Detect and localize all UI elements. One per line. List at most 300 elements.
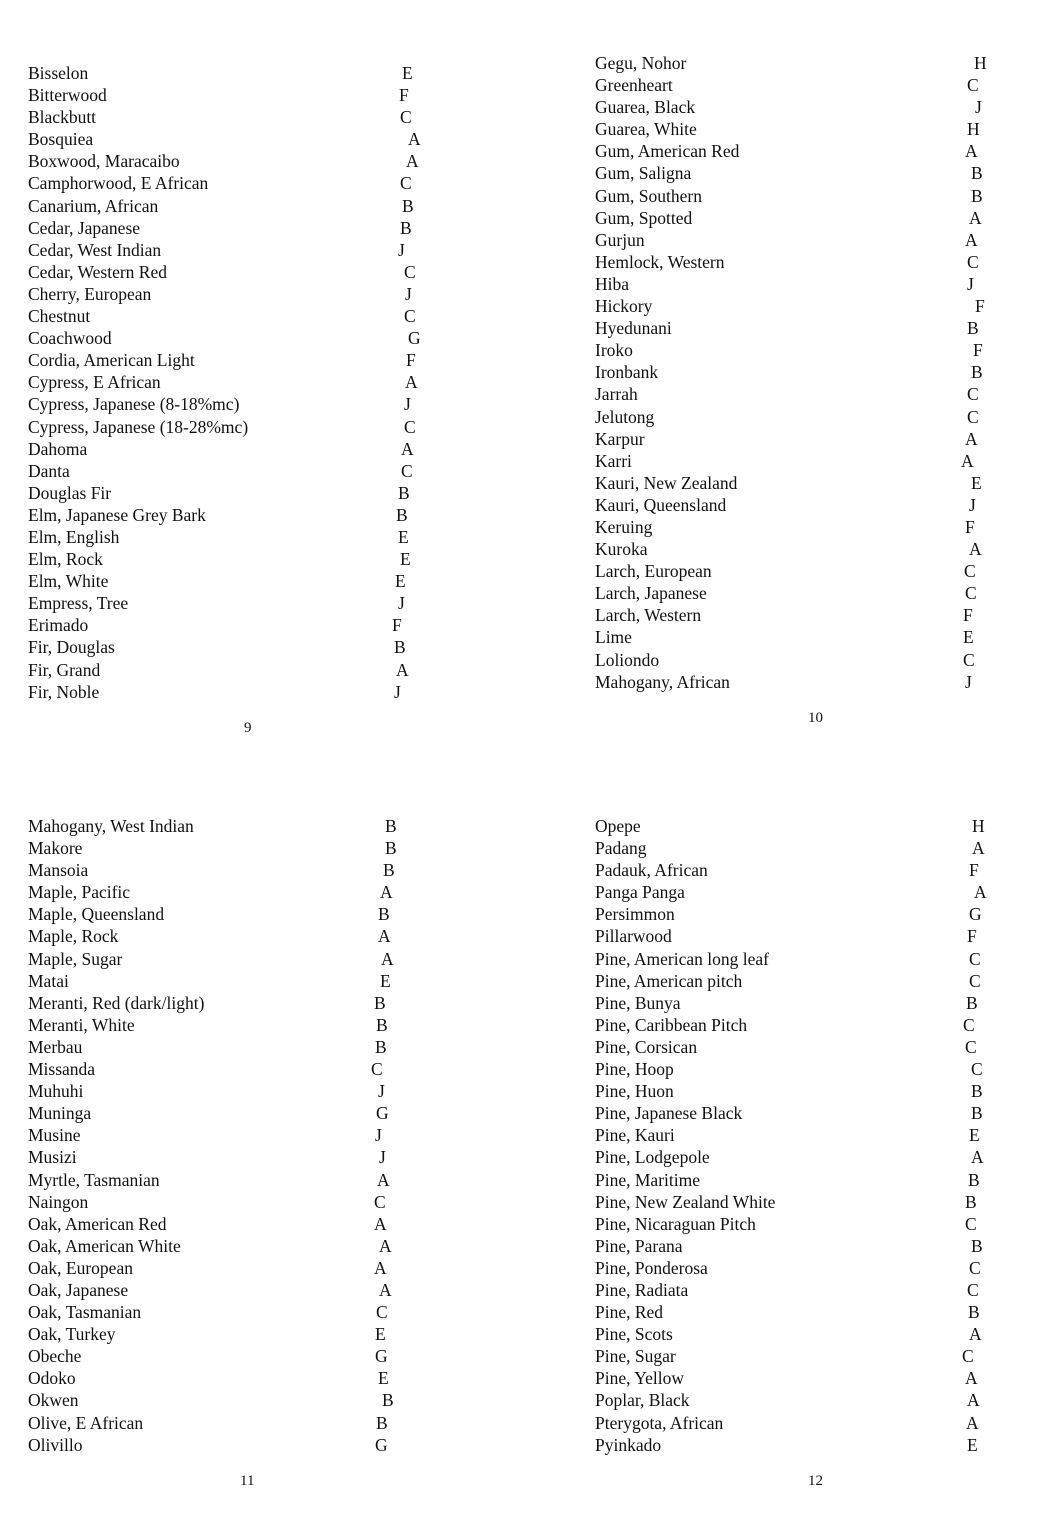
grade-code: B <box>965 1191 977 1212</box>
list-item <box>595 96 995 118</box>
list-item <box>28 570 428 592</box>
grade-code: H <box>974 53 987 73</box>
timber-name: Pyinkado <box>595 1434 662 1455</box>
list-item <box>595 538 995 560</box>
grade-code: E <box>971 472 982 493</box>
timber-name: Maple, Queensland <box>28 904 165 925</box>
timber-name: Larch, European <box>595 561 712 582</box>
grade-code: A <box>380 882 393 903</box>
grade-code: A <box>377 1169 390 1190</box>
grade-code: H <box>967 119 980 140</box>
grade-code: H <box>972 816 985 836</box>
grade-code: A <box>965 141 978 162</box>
timber-name: Danta <box>28 460 70 481</box>
list-item <box>28 349 428 371</box>
grade-code: A <box>966 1412 979 1433</box>
list-item <box>595 970 995 992</box>
list-item <box>595 361 995 383</box>
grade-code: A <box>969 1324 982 1345</box>
timber-name: Pine, Hoop <box>595 1059 674 1080</box>
grade-code: B <box>971 1235 983 1256</box>
grade-code: B <box>394 637 406 658</box>
grade-code: A <box>972 838 985 859</box>
timber-name: Meranti, White <box>28 1014 135 1035</box>
timber-name: Douglas Fir <box>28 482 112 503</box>
timber-name: Pine, Kauri <box>595 1125 675 1146</box>
list-item <box>595 185 995 207</box>
timber-name: Padang <box>595 838 647 859</box>
list-item <box>595 162 995 184</box>
grade-code: A <box>406 151 419 172</box>
list-item <box>28 305 428 327</box>
timber-name: Keruing <box>595 516 653 537</box>
grade-code: F <box>963 605 973 626</box>
grade-code: C <box>965 583 977 604</box>
list-item <box>28 1257 428 1279</box>
grade-code: B <box>385 816 397 836</box>
timber-name: Merbau <box>28 1036 83 1057</box>
grade-code: J <box>375 1125 382 1146</box>
list-item <box>595 295 995 317</box>
timber-name: Olivillo <box>28 1434 83 1455</box>
grade-code: C <box>374 1191 386 1212</box>
grade-code: G <box>376 1103 389 1124</box>
list-item <box>28 948 428 970</box>
timber-name: Maple, Pacific <box>28 882 131 903</box>
list-item <box>595 516 995 538</box>
grade-code: C <box>965 1036 977 1057</box>
list-item <box>28 636 428 658</box>
grade-code: B <box>971 163 983 184</box>
timber-name: Pillarwood <box>595 926 672 947</box>
page-number-12: 12 <box>808 1473 823 1489</box>
timber-name: Persimmon <box>595 904 675 925</box>
timber-name: Meranti, Red (dark/light) <box>28 992 205 1013</box>
list-item <box>595 560 995 582</box>
list-item <box>595 52 995 74</box>
timber-name: Elm, Rock <box>28 549 103 570</box>
page-number-10: 10 <box>808 710 823 726</box>
list-item <box>595 837 995 859</box>
list-item <box>28 438 428 460</box>
grade-code: C <box>371 1059 383 1080</box>
grade-code: A <box>961 450 974 471</box>
list-item <box>595 1235 995 1257</box>
list-item <box>28 859 428 881</box>
grade-code: A <box>965 428 978 449</box>
grade-code: A <box>965 1368 978 1389</box>
list-item <box>28 837 428 859</box>
timber-name: Oak, American White <box>28 1235 181 1256</box>
timber-name: Matai <box>28 970 69 991</box>
grade-code: C <box>967 1279 979 1300</box>
timber-name: Bosquiea <box>28 129 94 150</box>
list-item <box>28 1191 428 1213</box>
grade-code: B <box>374 992 386 1013</box>
timber-name: Elm, White <box>28 571 109 592</box>
grade-code: B <box>968 1169 980 1190</box>
list-item <box>595 207 995 229</box>
grade-code: B <box>383 860 395 881</box>
list-item <box>28 1412 428 1434</box>
grade-code: E <box>963 627 974 648</box>
list-item <box>595 1124 995 1146</box>
timber-name: Pine, Yellow <box>595 1368 684 1389</box>
list-item <box>595 273 995 295</box>
grade-code: B <box>396 504 408 525</box>
grade-code: A <box>379 1279 392 1300</box>
timber-name: Blackbutt <box>28 107 97 128</box>
timber-name: Fir, Grand <box>28 659 101 680</box>
timber-name: Muninga <box>28 1103 92 1124</box>
timber-name: Gum, Saligna <box>595 163 692 184</box>
grade-code: B <box>375 1036 387 1057</box>
list-item <box>28 371 428 393</box>
grade-code: C <box>963 649 975 670</box>
grade-code: A <box>401 438 414 459</box>
list-item <box>28 327 428 349</box>
grade-code: C <box>967 75 979 96</box>
list-item <box>28 992 428 1014</box>
grade-code: J <box>394 681 401 702</box>
timber-name: Oak, American Red <box>28 1213 167 1234</box>
list-item <box>595 1102 995 1124</box>
timber-name: Opepe <box>595 816 641 836</box>
list-item <box>595 118 995 140</box>
grade-code: C <box>967 406 979 427</box>
grade-code: E <box>969 1125 980 1146</box>
grade-code: J <box>379 1147 386 1168</box>
grade-code: J <box>404 394 411 415</box>
timber-name: Pine, Bunya <box>595 992 681 1013</box>
timber-name: Iroko <box>595 340 633 361</box>
list-item <box>595 1301 995 1323</box>
list-item <box>28 1036 428 1058</box>
grade-code: A <box>396 659 409 680</box>
list-item <box>595 317 995 339</box>
timber-name: Pine, Sugar <box>595 1346 676 1367</box>
grade-code: B <box>385 838 397 859</box>
list-item <box>595 1058 995 1080</box>
list-item <box>28 84 428 106</box>
list-item <box>595 1257 995 1279</box>
page-11-list <box>28 815 428 1456</box>
timber-name: Cedar, Western Red <box>28 261 167 282</box>
grade-code: C <box>963 1014 975 1035</box>
list-item <box>28 659 428 681</box>
list-item <box>28 1058 428 1080</box>
list-item <box>595 1389 995 1411</box>
grade-code: C <box>969 970 981 991</box>
grade-code: C <box>400 107 412 128</box>
timber-name: Poplar, Black <box>595 1390 690 1411</box>
timber-name: Oak, Japanese <box>28 1279 129 1300</box>
grade-code: J <box>405 283 412 304</box>
timber-name: Gum, American Red <box>595 141 740 162</box>
grade-code: E <box>375 1324 386 1345</box>
timber-name: Obeche <box>28 1346 82 1367</box>
list-item <box>595 383 995 405</box>
grade-code: J <box>967 273 974 294</box>
list-item <box>595 859 995 881</box>
timber-name: Kauri, New Zealand <box>595 472 738 493</box>
list-item <box>28 925 428 947</box>
timber-name: Maple, Sugar <box>28 948 123 969</box>
timber-name: Odoko <box>28 1368 76 1389</box>
timber-name: Hickory <box>595 296 653 317</box>
grade-code: B <box>966 992 978 1013</box>
list-item <box>595 881 995 903</box>
list-item <box>28 614 428 636</box>
list-item <box>595 1014 995 1036</box>
grade-code: B <box>400 217 412 238</box>
list-item <box>595 604 995 626</box>
list-item <box>28 1124 428 1146</box>
grade-code: C <box>376 1302 388 1323</box>
grade-code: A <box>378 926 391 947</box>
timber-name: Oak, European <box>28 1257 133 1278</box>
grade-code: A <box>974 882 987 903</box>
list-item <box>28 526 428 548</box>
grade-code: F <box>969 860 979 881</box>
timber-name: Greenheart <box>595 75 673 96</box>
grade-code: A <box>381 948 394 969</box>
grade-code: B <box>382 1390 394 1411</box>
timber-name: Okwen <box>28 1390 79 1411</box>
grade-code: F <box>973 340 983 361</box>
page-9-list <box>28 62 428 703</box>
list-item <box>28 1014 428 1036</box>
timber-name: Pine, New Zealand White <box>595 1191 776 1212</box>
grade-code: B <box>376 1412 388 1433</box>
grade-code: C <box>964 561 976 582</box>
list-item <box>28 460 428 482</box>
grade-code: A <box>965 229 978 250</box>
list-item <box>28 815 428 837</box>
list-item <box>595 251 995 273</box>
list-item <box>28 393 428 415</box>
list-item <box>28 504 428 526</box>
list-item <box>28 548 428 570</box>
timber-name: Karri <box>595 450 632 471</box>
page-12-list <box>595 815 995 1456</box>
timber-name: Lime <box>595 627 632 648</box>
list-item <box>595 925 995 947</box>
list-item <box>28 1169 428 1191</box>
timber-name: Pine, American long leaf <box>595 948 769 969</box>
grade-code: B <box>971 185 983 206</box>
list-item <box>28 62 428 84</box>
list-item <box>595 671 995 693</box>
timber-name: Gurjun <box>595 229 645 250</box>
timber-name: Pine, Radiata <box>595 1279 689 1300</box>
list-item <box>28 172 428 194</box>
list-item <box>28 482 428 504</box>
list-item <box>595 1279 995 1301</box>
list-item <box>595 406 995 428</box>
list-item <box>28 416 428 438</box>
timber-name: Fir, Douglas <box>28 637 115 658</box>
timber-name: Makore <box>28 838 83 859</box>
grade-code: E <box>398 526 409 547</box>
timber-name: Fir, Noble <box>28 681 100 702</box>
timber-name: Pine, Red <box>595 1302 664 1323</box>
timber-name: Elm, English <box>28 526 120 547</box>
timber-name: Gegu, Nohor <box>595 53 687 73</box>
grade-code: E <box>378 1368 389 1389</box>
grade-code: G <box>408 328 421 349</box>
grade-code: F <box>967 926 977 947</box>
grade-code: E <box>380 970 391 991</box>
timber-name: Olive, E African <box>28 1412 144 1433</box>
grade-code: A <box>971 1147 984 1168</box>
grade-code: B <box>967 318 979 339</box>
list-item <box>595 582 995 604</box>
timber-name: Myrtle, Tasmanian <box>28 1169 160 1190</box>
grade-code: A <box>379 1235 392 1256</box>
list-item <box>595 1323 995 1345</box>
timber-name: Pine, Maritime <box>595 1169 700 1190</box>
grade-code: C <box>971 1059 983 1080</box>
list-item <box>28 106 428 128</box>
grade-code: B <box>378 904 390 925</box>
list-item <box>595 428 995 450</box>
timber-name: Pine, Ponderosa <box>595 1257 708 1278</box>
grade-code: E <box>395 571 406 592</box>
grade-code: A <box>969 539 982 560</box>
timber-name: Larch, Japanese <box>595 583 707 604</box>
timber-name: Padauk, African <box>595 860 708 881</box>
list-item <box>595 1434 995 1456</box>
list-item <box>595 626 995 648</box>
list-item <box>28 1102 428 1124</box>
list-item <box>595 229 995 251</box>
list-item <box>28 1367 428 1389</box>
page-number-11: 11 <box>240 1473 255 1489</box>
timber-name: Larch, Western <box>595 605 702 626</box>
timber-name: Hiba <box>595 273 630 294</box>
grade-code: J <box>398 239 405 260</box>
grade-code: C <box>404 261 416 282</box>
grade-code: B <box>968 1302 980 1323</box>
list-item <box>595 1412 995 1434</box>
grade-code: C <box>967 384 979 405</box>
list-item <box>595 948 995 970</box>
list-item <box>28 239 428 261</box>
timber-name: Bitterwood <box>28 85 107 106</box>
list-item <box>595 1213 995 1235</box>
timber-name: Dahoma <box>28 438 88 459</box>
list-item <box>595 815 995 837</box>
timber-name: Cordia, American Light <box>28 350 195 371</box>
timber-name: Cherry, European <box>28 283 152 304</box>
list-item <box>28 128 428 150</box>
timber-name: Pterygota, African <box>595 1412 724 1433</box>
grade-code: A <box>374 1213 387 1234</box>
list-item <box>595 1080 995 1102</box>
list-item <box>28 592 428 614</box>
timber-name: Missanda <box>28 1059 96 1080</box>
timber-name: Pine, Corsican <box>595 1036 698 1057</box>
timber-name: Pine, Parana <box>595 1235 683 1256</box>
timber-name: Hemlock, Western <box>595 251 725 272</box>
grade-code: A <box>374 1257 387 1278</box>
list-item <box>595 1367 995 1389</box>
timber-name: Pine, American pitch <box>595 970 743 991</box>
timber-name: Musizi <box>28 1147 77 1168</box>
grade-code: F <box>406 350 416 371</box>
timber-name: Naingon <box>28 1191 89 1212</box>
list-item <box>28 1213 428 1235</box>
timber-name: Muhuhi <box>28 1081 84 1102</box>
grade-code: J <box>378 1081 385 1102</box>
list-item <box>595 74 995 96</box>
timber-name: Gum, Southern <box>595 185 702 206</box>
list-item <box>595 649 995 671</box>
list-item <box>28 217 428 239</box>
timber-name: Ironbank <box>595 362 659 383</box>
grade-code: E <box>400 549 411 570</box>
list-item <box>28 1080 428 1102</box>
grade-code: C <box>404 416 416 437</box>
grade-code: B <box>971 1103 983 1124</box>
timber-name: Canarium, African <box>28 195 159 216</box>
timber-name: Kuroka <box>595 539 648 560</box>
grade-code: E <box>967 1434 978 1455</box>
grade-code: J <box>398 593 405 614</box>
grade-code: B <box>402 195 414 216</box>
grade-code: F <box>965 516 975 537</box>
grade-code: E <box>402 63 413 83</box>
timber-name: Guarea, Black <box>595 97 696 118</box>
grade-code: A <box>967 1390 980 1411</box>
timber-name: Boxwood, Maracaibo <box>28 151 180 172</box>
grade-code: C <box>401 460 413 481</box>
timber-name: Pine, Scots <box>595 1324 673 1345</box>
timber-name: Pine, Huon <box>595 1081 674 1102</box>
list-item <box>595 992 995 1014</box>
timber-name: Chestnut <box>28 306 91 327</box>
list-item <box>595 472 995 494</box>
list-item <box>595 903 995 925</box>
list-item <box>28 1279 428 1301</box>
list-item <box>28 1345 428 1367</box>
grade-code: G <box>375 1346 388 1367</box>
timber-name: Cypress, Japanese (18-28%mc) <box>28 416 249 437</box>
timber-name: Oak, Turkey <box>28 1324 116 1345</box>
timber-name: Kauri, Queensland <box>595 494 727 515</box>
list-item <box>595 339 995 361</box>
timber-name: Pine, Lodgepole <box>595 1147 710 1168</box>
list-item <box>595 1169 995 1191</box>
timber-name: Empress, Tree <box>28 593 129 614</box>
list-item <box>28 903 428 925</box>
timber-name: Hyedunani <box>595 318 672 339</box>
timber-name: Maple, Rock <box>28 926 119 947</box>
timber-name: Cedar, West Indian <box>28 239 162 260</box>
grade-code: C <box>400 173 412 194</box>
grade-code: F <box>399 85 409 106</box>
list-item <box>28 1301 428 1323</box>
timber-name: Jarrah <box>595 384 638 405</box>
timber-name: Mahogany, African <box>595 671 730 692</box>
timber-name: Mahogany, West Indian <box>28 816 194 836</box>
timber-name: Jelutong <box>595 406 655 427</box>
timber-name: Pine, Nicaraguan Pitch <box>595 1213 756 1234</box>
timber-name: Erimado <box>28 615 89 636</box>
grade-code: A <box>405 372 418 393</box>
grade-code: A <box>408 129 421 150</box>
